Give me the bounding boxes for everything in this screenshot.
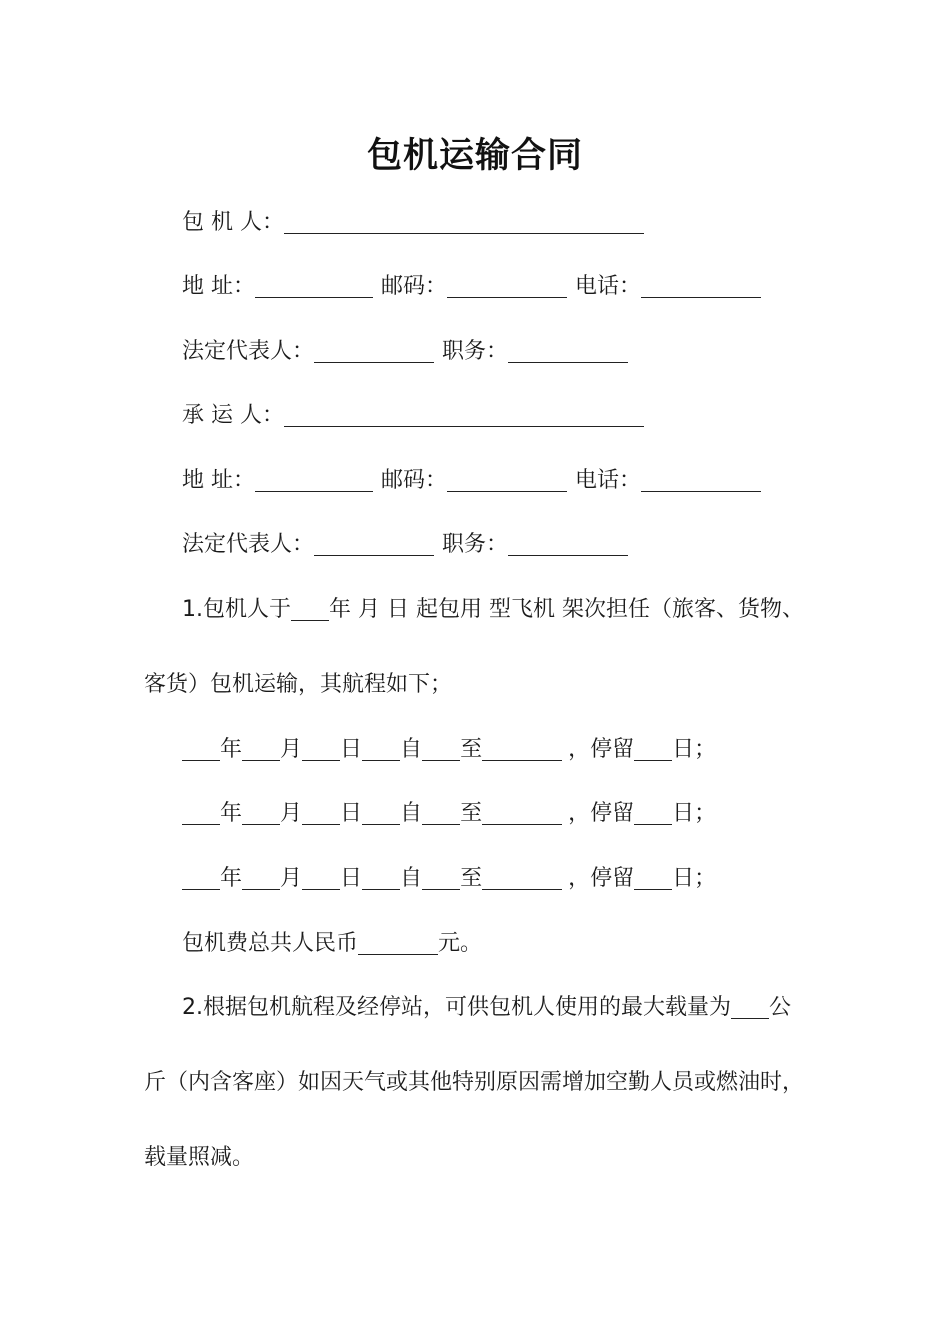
charterer-postcode-field[interactable] <box>447 275 567 298</box>
route-3-stay-field[interactable] <box>634 867 672 890</box>
clause-2-line-3 <box>144 1143 254 1173</box>
route-2-month-field[interactable] <box>242 802 280 825</box>
route-1-day-field[interactable] <box>302 738 340 761</box>
route-to-label: 至 <box>460 866 483 891</box>
clause-2-prefix: 2.根据包机航程及经停站，可供包机人使用的最大载量为 <box>182 995 731 1020</box>
carrier-legal-rep-row <box>182 530 628 560</box>
fee-row <box>182 929 482 959</box>
route-row-1 <box>182 735 716 765</box>
clause-1-year-field[interactable] <box>291 598 329 621</box>
route-from-label: 自 <box>400 866 423 891</box>
route-from-label: 自 <box>400 737 423 762</box>
clause-1-line-1 <box>182 595 804 625</box>
carrier-name-field[interactable] <box>284 404 644 427</box>
route-year-label: 年 <box>220 866 243 891</box>
route-to-label: 至 <box>460 737 483 762</box>
route-2-from-field[interactable] <box>362 802 400 825</box>
route-month-label: 月 <box>280 801 303 826</box>
route-year-label: 年 <box>220 801 243 826</box>
route-day-end-label: 日； <box>672 866 717 891</box>
clause-2-line-2-text: 斤（内含客座）如因天气或其他特别原因需增加空勤人员或燃油时， <box>144 1070 805 1095</box>
clause-1-continuation: 客货）包机运输，其航程如下； <box>144 672 453 697</box>
route-day-label: 日 <box>340 866 363 891</box>
carrier-name-row <box>182 401 644 431</box>
route-row-2 <box>182 799 716 829</box>
route-3-year-field[interactable] <box>182 867 220 890</box>
carrier-phone-field[interactable] <box>641 469 761 492</box>
route-stay-label: ，停留 <box>568 801 635 826</box>
carrier-postcode-label: 邮码： <box>381 468 448 493</box>
route-3-from-field[interactable] <box>362 867 400 890</box>
route-3-month-field[interactable] <box>242 867 280 890</box>
route-2-destination-field[interactable] <box>482 802 562 825</box>
document-title: 包机运输合同 <box>366 136 583 176</box>
carrier-postcode-field[interactable] <box>447 469 567 492</box>
route-1-year-field[interactable] <box>182 738 220 761</box>
route-day-end-label: 日； <box>672 801 717 826</box>
route-stay-label: ，停留 <box>568 737 635 762</box>
charterer-address-row <box>182 272 761 302</box>
route-day-label: 日 <box>340 801 363 826</box>
charterer-legal-rep-label: 法定代表人： <box>182 339 315 364</box>
route-2-year-field[interactable] <box>182 802 220 825</box>
route-stay-label: ，停留 <box>568 866 635 891</box>
route-1-destination-field[interactable] <box>482 738 562 761</box>
clause-2-line-1 <box>182 993 791 1023</box>
clause-2-line-3-text: 载量照减。 <box>144 1145 255 1170</box>
charterer-name-row <box>182 208 644 238</box>
fee-suffix: 元。 <box>438 931 483 956</box>
route-year-label: 年 <box>220 737 243 762</box>
charterer-phone-label: 电话： <box>575 274 642 299</box>
charterer-name-field[interactable] <box>284 211 644 234</box>
charterer-legal-rep-row <box>182 337 628 367</box>
clause-1-line-2 <box>144 670 452 700</box>
route-from-label: 自 <box>400 801 423 826</box>
route-2-day-field[interactable] <box>302 802 340 825</box>
route-2-origin-field[interactable] <box>422 802 460 825</box>
fee-amount-field[interactable] <box>358 932 438 955</box>
carrier-position-field[interactable] <box>508 533 628 556</box>
charterer-legal-rep-field[interactable] <box>314 340 434 363</box>
route-3-day-field[interactable] <box>302 867 340 890</box>
carrier-position-label: 职务： <box>442 532 509 557</box>
charterer-address-field[interactable] <box>255 275 373 298</box>
charterer-position-label: 职务： <box>442 339 509 364</box>
carrier-phone-label: 电话： <box>575 468 642 493</box>
route-3-destination-field[interactable] <box>482 867 562 890</box>
route-1-month-field[interactable] <box>242 738 280 761</box>
route-day-label: 日 <box>340 737 363 762</box>
charterer-postcode-label: 邮码： <box>381 274 448 299</box>
charterer-address-label: 地 址： <box>182 274 255 299</box>
carrier-legal-rep-field[interactable] <box>314 533 434 556</box>
clause-2-unit-start: 公 <box>769 995 792 1020</box>
carrier-legal-rep-label: 法定代表人： <box>182 532 315 557</box>
carrier-address-label: 地 址： <box>182 468 255 493</box>
route-2-stay-field[interactable] <box>634 802 672 825</box>
route-1-stay-field[interactable] <box>634 738 672 761</box>
fee-prefix: 包机费总共人民币 <box>182 931 359 956</box>
route-1-from-field[interactable] <box>362 738 400 761</box>
route-month-label: 月 <box>280 737 303 762</box>
carrier-label: 承 运 人： <box>182 403 284 428</box>
clause-2-max-load-field[interactable] <box>731 996 769 1019</box>
clause-2-line-2 <box>144 1068 804 1098</box>
route-to-label: 至 <box>460 801 483 826</box>
clause-1-prefix: 1.包机人于 <box>182 597 291 622</box>
carrier-address-row <box>182 466 761 496</box>
charterer-label: 包 机 人： <box>182 210 284 235</box>
route-day-end-label: 日； <box>672 737 717 762</box>
route-3-origin-field[interactable] <box>422 867 460 890</box>
route-1-origin-field[interactable] <box>422 738 460 761</box>
clause-1-middle: 年 月 日 起包用 型飞机 架次担任（旅客、货物、 <box>329 597 804 622</box>
charterer-phone-field[interactable] <box>641 275 761 298</box>
route-month-label: 月 <box>280 866 303 891</box>
carrier-address-field[interactable] <box>255 469 373 492</box>
charterer-position-field[interactable] <box>508 340 628 363</box>
route-row-3 <box>182 864 716 894</box>
